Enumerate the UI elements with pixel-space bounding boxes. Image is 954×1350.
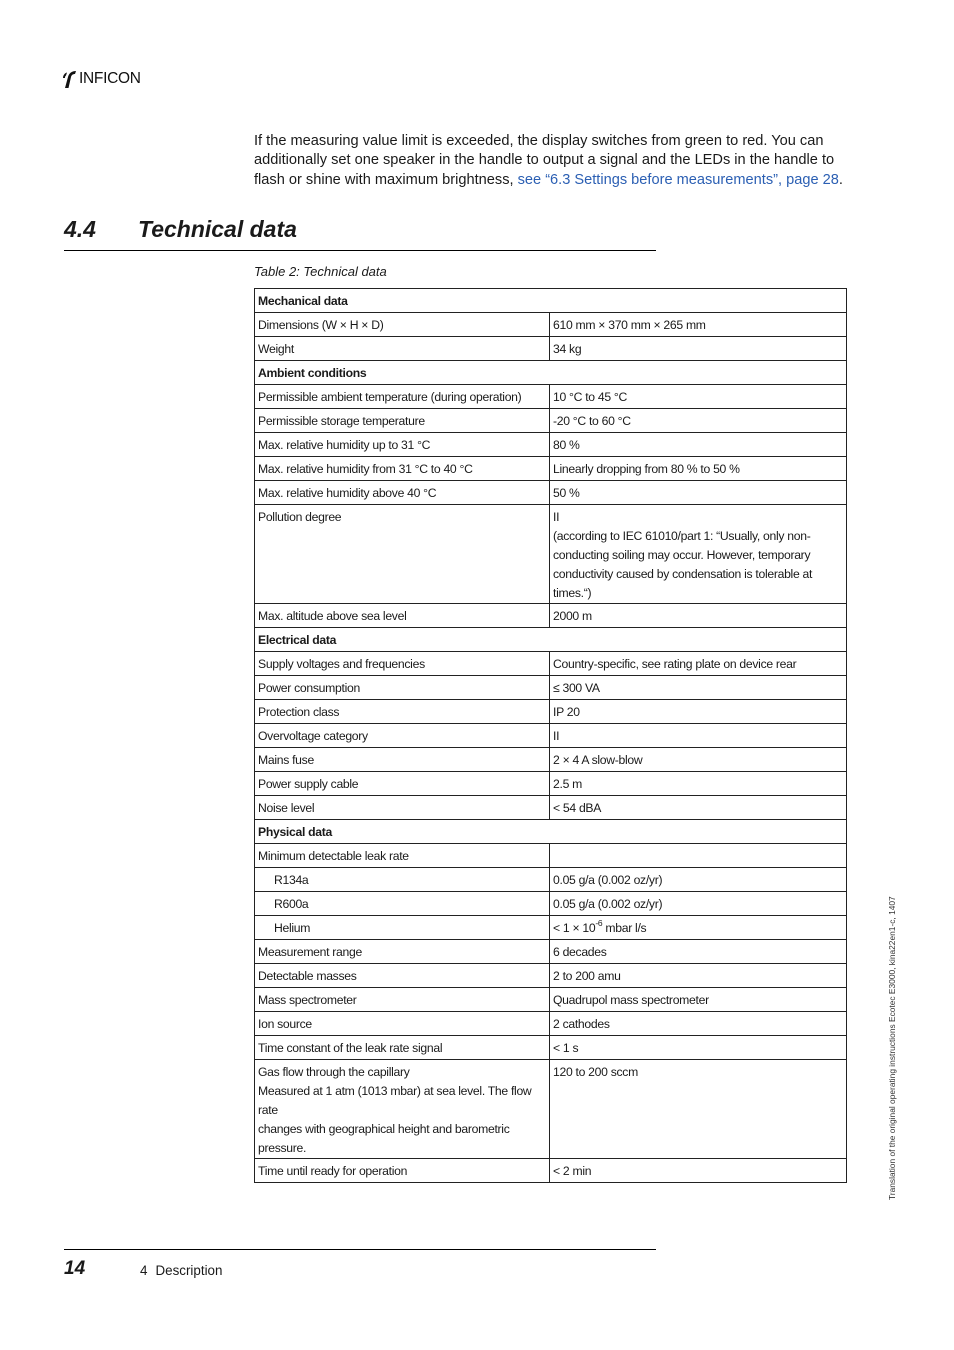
gas-flow-line: Gas flow through the capillary [258,1065,410,1079]
table-row [255,676,847,700]
row-value: 50 % [550,481,847,505]
table-row [255,892,847,916]
table-row [255,964,847,988]
table-row [255,772,847,796]
row-label: Detectable masses [255,964,550,988]
row-value: 610 mm × 370 mm × 265 mm [550,313,847,337]
row-value: < 1 s [550,1036,847,1060]
row-label: Pollution degree [255,505,550,604]
row-value: 2000 m [550,604,847,628]
intro-end: . [838,171,843,188]
row-value: < 54 dBA [550,796,847,820]
row-value: 10 °C to 45 °C [550,385,847,409]
table-row [255,604,847,628]
table-row [255,700,847,724]
table-row [255,337,847,361]
row-label: Permissible storage temperature [255,409,550,433]
row-value [550,844,847,868]
row-label: Max. relative humidity from 31 °C to 40 °C [255,457,550,481]
footer-chapter [140,1263,222,1278]
row-value: 2 cathodes [550,1012,847,1036]
table-row [255,505,847,604]
gas-flow-line: changes with geographical height and barometric pressure. [258,1122,510,1155]
row-label: R600a [255,892,550,916]
row-value: 6 decades [550,940,847,964]
helium-value-prefix: < 1 × 10 [553,921,596,935]
section-title: Technical data [138,216,297,242]
row-label: Mass spectrometer [255,988,550,1012]
table-row [255,481,847,505]
row-value: < 2 min [550,1159,847,1183]
helium-value-exponent: -6 [595,917,603,928]
gas-flow-line: Measured at 1 atm (1013 mbar) at sea level. The flow rate [258,1084,532,1117]
table-row [255,724,847,748]
table-row [255,1036,847,1060]
table-row [255,1012,847,1036]
row-label: Dimensions (W × H × D) [255,313,550,337]
table-row [255,1159,847,1183]
row-label: Max. altitude above sea level [255,604,550,628]
row-value: 2 × 4 A slow-blow [550,748,847,772]
row-value: 0.05 g/a (0.002 oz/yr) [550,868,847,892]
pollution-line: conductivity caused by condensation is tolerable at times.“) [553,567,813,600]
row-label [255,1060,550,1159]
row-label: Max. relative humidity up to 31 °C [255,433,550,457]
row-label: Power supply cable [255,772,550,796]
logo-text: INFICON [79,70,141,87]
technical-data-table [254,288,847,1183]
row-label: Time constant of the leak rate signal [255,1036,550,1060]
section-number: 4.4 [64,216,96,242]
row-value: Linearly dropping from 80 % to 50 % [550,457,847,481]
pollution-line: conducting soiling may occur. However, temporary [553,548,811,562]
row-value: 34 kg [550,337,847,361]
footer-divider [64,1249,656,1250]
table-row [255,652,847,676]
document-reference-note: Translation of the original operating instructions Ecotec E3000, kina22en1-c, 1407 [887,896,897,1200]
table-row [255,385,847,409]
table-section-row [255,820,847,844]
table-row [255,844,847,868]
inficon-logo-icon [62,69,78,89]
row-label: Helium [255,916,550,940]
chapter-number: 4 [140,1263,148,1278]
table-row [255,433,847,457]
section-mechanical-data: Mechanical data [255,289,847,313]
row-value [550,916,847,940]
chapter-title: Description [155,1263,223,1278]
row-value: 2 to 200 amu [550,964,847,988]
row-value: 80 % [550,433,847,457]
section-ambient-conditions: Ambient conditions [255,361,847,385]
table-row [255,868,847,892]
table-row [255,1060,847,1159]
table-row [255,940,847,964]
row-value: 2.5 m [550,772,847,796]
table-row [255,313,847,337]
row-label: Minimum detectable leak rate [255,844,550,868]
table-section-row [255,361,847,385]
row-value: II [550,724,847,748]
row-label: Noise level [255,796,550,820]
row-label: Time until ready for operation [255,1159,550,1183]
pollution-line: II [553,510,560,524]
table-row [255,409,847,433]
row-value: 120 to 200 sccm [550,1060,847,1159]
table-row [255,988,847,1012]
row-label: Power consumption [255,676,550,700]
row-label: Protection class [255,700,550,724]
table-row [255,457,847,481]
row-label: Weight [255,337,550,361]
section-electrical-data: Electrical data [255,628,847,652]
pollution-line: (according to IEC 61010/part 1: “Usually, only non- [553,529,811,543]
row-label: Overvoltage category [255,724,550,748]
row-value: 0.05 g/a (0.002 oz/yr) [550,892,847,916]
intro-paragraph [254,132,854,190]
table-caption: Table 2: Technical data [254,264,387,279]
table-section-row [255,289,847,313]
page-number: 14 [64,1258,86,1279]
section-physical-data: Physical data [255,820,847,844]
row-value: -20 °C to 60 °C [550,409,847,433]
row-value: IP 20 [550,700,847,724]
row-label: Mains fuse [255,748,550,772]
section-heading [64,214,656,251]
inficon-logo [62,68,141,90]
row-value: Country-specific, see rating plate on device rear [550,652,847,676]
row-label: Max. relative humidity above 40 °C [255,481,550,505]
row-label: Permissible ambient temperature (during operation) [255,385,550,409]
table-row [255,748,847,772]
table-row [255,916,847,940]
row-value [550,505,847,604]
intro-text: If the measuring value limit is exceeded, the display switches from green to red. You can additionally set one speaker in the handle to output a signal and the LEDs in the handle to flash or shine with maximum brightness, [254,133,835,188]
row-label: Ion source [255,1012,550,1036]
table-section-row [255,628,847,652]
row-label: Supply voltages and frequencies [255,652,550,676]
row-label: Measurement range [255,940,550,964]
row-label: R134a [255,868,550,892]
settings-cross-reference-link[interactable]: see “6.3 Settings before measurements”, page 28 [517,171,839,188]
helium-value-suffix: mbar l/s [602,921,647,935]
row-value: ≤ 300 VA [550,676,847,700]
table-row [255,796,847,820]
row-value: Quadrupol mass spectrometer [550,988,847,1012]
